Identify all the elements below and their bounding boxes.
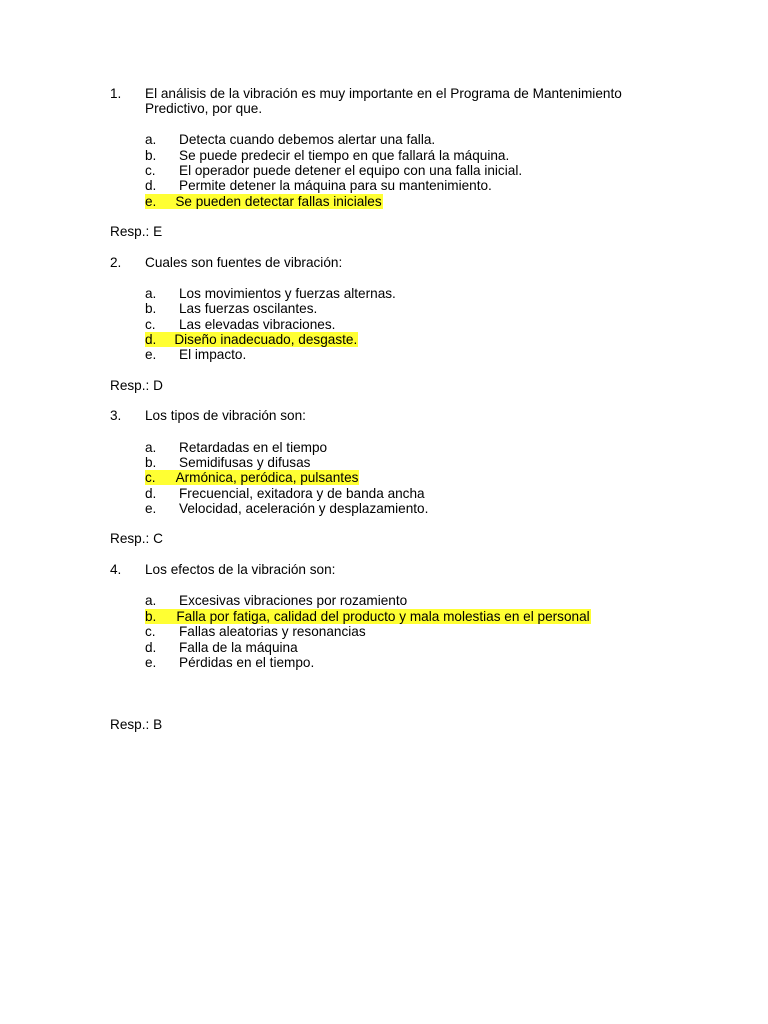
option-text: Semidifusas y difusas <box>179 455 311 470</box>
option-letter-highlighted: b. <box>145 609 176 624</box>
option-letter: c. <box>145 163 156 178</box>
option-letter: a. <box>145 593 157 608</box>
option-letter: a. <box>145 132 157 147</box>
option-letter: c. <box>145 624 156 639</box>
question-2-number: 2. <box>110 255 122 270</box>
option-letter: c. <box>145 317 156 332</box>
option-text: Velocidad, aceleración y desplazamiento. <box>179 501 429 516</box>
option-letter-highlighted: e. <box>145 194 175 209</box>
option-letter: e. <box>145 347 157 362</box>
question-2-text: Cuales son fuentes de vibración: <box>145 255 343 270</box>
highlighted-answer-option <box>145 470 359 486</box>
option-text: El operador puede detener el equipo con una falla inicial. <box>179 163 523 178</box>
option-text: Permite detener la máquina para su mantenimiento. <box>179 178 492 193</box>
question-4-text: Los efectos de la vibración son: <box>145 562 336 577</box>
question-3-text: Los tipos de vibración son: <box>145 408 306 423</box>
option-letter: d. <box>145 178 157 193</box>
option-text-highlighted: Falla por fatiga, calidad del producto y mala molestias en el personal <box>176 609 590 624</box>
answer-2: Resp.: D <box>110 378 163 393</box>
question-1-text: El análisis de la vibración es muy importante en el Programa de Mantenimiento <box>145 86 622 101</box>
highlighted-answer-option <box>145 194 383 210</box>
highlighted-answer-option <box>145 332 358 348</box>
option-letter: b. <box>145 455 157 470</box>
option-letter: d. <box>145 640 157 655</box>
option-letter-highlighted: c. <box>145 470 176 485</box>
option-text-highlighted: Armónica, peródica, pulsantes <box>175 470 359 485</box>
option-text-highlighted: Diseño inadecuado, desgaste. <box>174 332 358 347</box>
option-letter: e. <box>145 655 157 670</box>
option-text: Las fuerzas oscilantes. <box>179 301 318 316</box>
answer-4: Resp.: B <box>110 717 163 732</box>
option-text-highlighted: Se pueden detectar fallas iniciales <box>175 194 382 209</box>
answer-1: Resp.: E <box>110 224 163 239</box>
option-text: Excesivas vibraciones por rozamiento <box>179 593 408 608</box>
option-text: Los movimientos y fuerzas alternas. <box>179 286 396 301</box>
question-1-number: 1. <box>110 86 122 101</box>
question-3-number: 3. <box>110 408 122 423</box>
option-letter: b. <box>145 301 157 316</box>
option-letter: d. <box>145 486 157 501</box>
option-letter: a. <box>145 286 157 301</box>
option-text: Frecuencial, exitadora y de banda ancha <box>179 486 425 501</box>
option-text: Se puede predecir el tiempo en que fallará la máquina. <box>179 148 510 163</box>
highlighted-answer-option <box>145 609 591 625</box>
option-text: Las elevadas vibraciones. <box>179 317 336 332</box>
answer-3: Resp.: C <box>110 531 163 546</box>
question-1-text-cont: Predictivo, por que. <box>145 101 263 116</box>
option-letter: a. <box>145 440 157 455</box>
option-text: Fallas aleatorias y resonancias <box>179 624 366 639</box>
option-text: Detecta cuando debemos alertar una falla. <box>179 132 436 147</box>
option-text: Retardadas en el tiempo <box>179 440 328 455</box>
question-4-number: 4. <box>110 562 122 577</box>
option-letter-highlighted: d. <box>145 332 174 347</box>
option-text: Pérdidas en el tiempo. <box>179 655 315 670</box>
option-text: Falla de la máquina <box>179 640 298 655</box>
option-letter: e. <box>145 501 157 516</box>
option-text: El impacto. <box>179 347 247 362</box>
option-letter: b. <box>145 148 157 163</box>
